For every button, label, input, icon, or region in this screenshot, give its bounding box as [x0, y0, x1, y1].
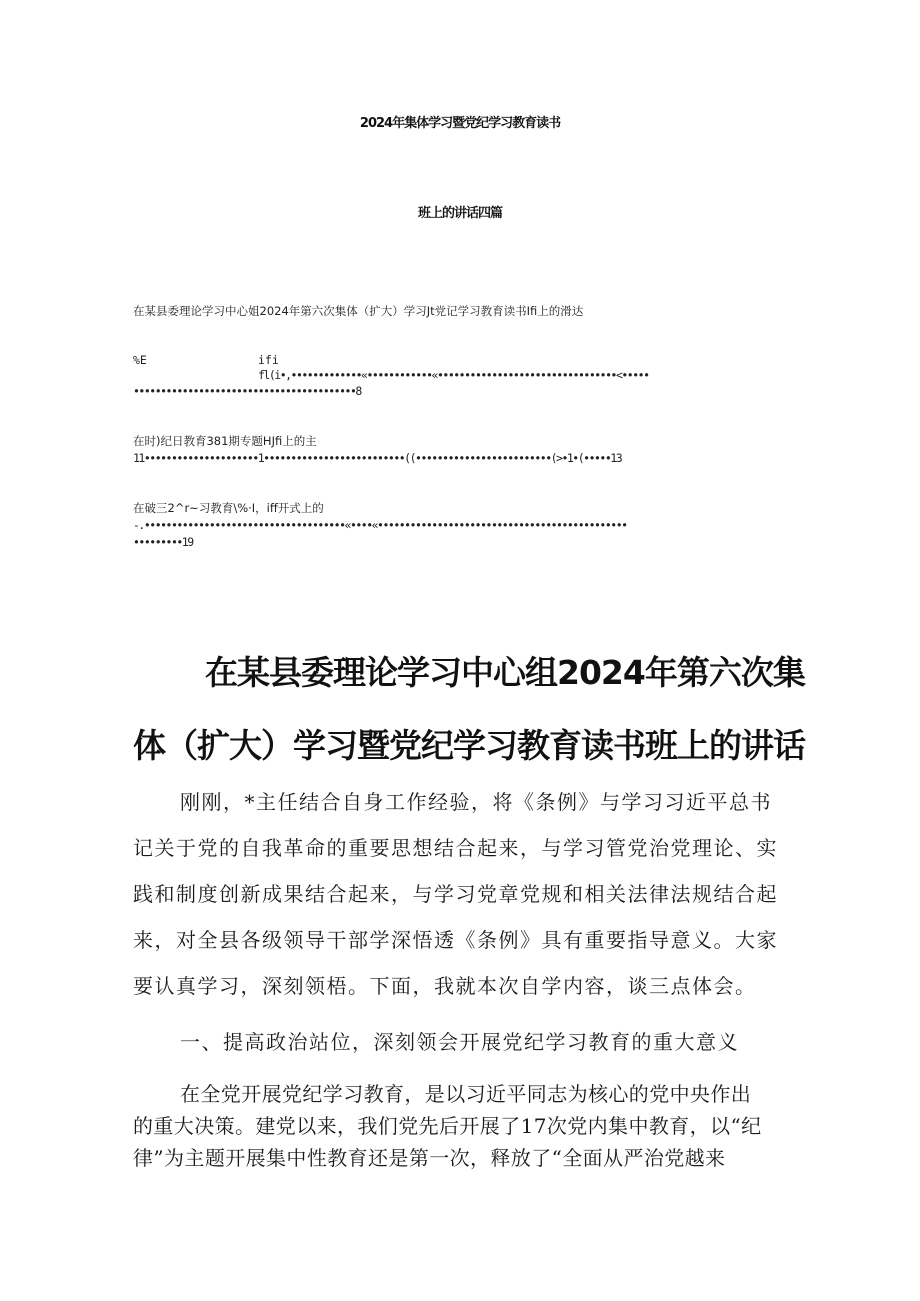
document-title-line-1: 2024年集体学习暨党纪学习教育读书: [359, 116, 561, 131]
toc-entry-1-prefix: %E: [133, 353, 147, 367]
paragraph-line: 践和制度创新成果结合起来，与学习党章党规和相关法律法规结合起: [133, 882, 778, 906]
toc-entry-2-leader: 11•••••••••••••••••••••1••••••••••••••••••••••••••((•••••••••••••••••••••••••(>•1•(•••••13: [133, 451, 622, 465]
paragraph-line: 在全党开展党纪学习教育，是以习近平同志为核心的党中央作出: [180, 1082, 752, 1106]
paragraph-line: 来，对全县各级领导干部学深悟透《条例》具有重要指导意义。大家: [133, 928, 778, 952]
toc-entry-1-title[interactable]: 在某县委理论学习中心姐2024年第六次集体（扩大）学习Jt党记学习教育读书Ifi上的滑达: [133, 304, 584, 318]
paragraph-line: 的重大决策。建党以来，我们党先后开展了17次党内集中教育，以“纪: [133, 1114, 762, 1138]
section-title-line-1: 在某县委理论学习中心组2024年第六次集: [205, 653, 805, 692]
section-heading-1: 一、提高政治站位，深刻领会开展党纪学习教育的重大意义: [180, 1030, 739, 1054]
document-title-line-2: 班上的讲话四篇: [417, 206, 502, 221]
toc-entry-3-leader-b: •••••••••19: [133, 535, 193, 549]
paragraph-line: 要认真学习，深刻领梧。下面，我就本次自学内容，谈三点体会。: [133, 974, 757, 998]
toc-entry-1-fragment: ifi: [258, 353, 279, 367]
toc-entry-3-leader-a: -.•••••••••••••••••••••••••••••••••••••«••••«••••••••••••••••••••••••••••••••••••••••••••••: [133, 518, 627, 532]
section-title-line-2: 体（扩大）学习暨党纪学习教育读书班上的讲话: [133, 726, 805, 765]
toc-entry-1-leader-b: •••••••••••••••••••••••••••••••••••••••••8: [133, 384, 361, 398]
toc-entry-2-title[interactable]: 在时)纪日教育381期专题HJfi上的主: [133, 434, 317, 448]
paragraph-line: 刚刚，*主任结合自身工作经验，将《条例》与学习习近平总书: [180, 790, 772, 814]
toc-entry-3-title[interactable]: 在破三2^r~习教育\%·I，iff开式上的: [133, 501, 324, 515]
toc-entry-1-leader-a: fl(i•,•••••••••••••«••••••••••••«•••••••••••••••••••••••••••••••••<•••••: [258, 368, 649, 382]
paragraph-line: 记关于党的自我革命的重要思想结合起来，与学习管党治党理论、实: [133, 836, 778, 860]
paragraph-line: 律”为主题开展集中性教育还是第一次，释放了“全面从严治党越来: [133, 1146, 726, 1170]
